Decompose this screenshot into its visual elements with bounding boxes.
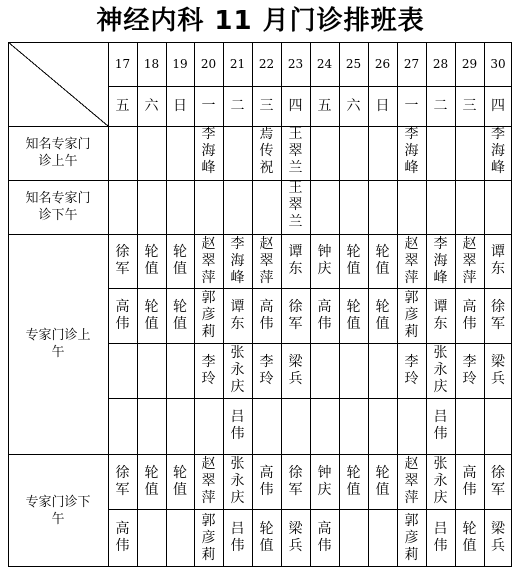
date-header: 27 (403, 56, 420, 71)
date-header: 28 (432, 56, 449, 71)
schedule-cell (426, 454, 455, 509)
schedule-cell (397, 398, 426, 454)
doctor-name: 高 伟 (259, 464, 274, 498)
doctor-name: 高 伟 (115, 298, 130, 332)
schedule-cell (137, 509, 166, 567)
schedule-cell (455, 398, 484, 454)
schedule-cell (194, 180, 223, 234)
doctor-name: 李 海 峰 (201, 126, 216, 176)
doctor-name: 轮 值 (173, 464, 187, 498)
section-label-text: 专家门诊下午 (25, 494, 91, 527)
schedule-cell (397, 343, 426, 398)
schedule-cell (108, 126, 137, 180)
weekday-header: 五 (115, 97, 130, 114)
doctor-name: 轮 值 (346, 298, 361, 332)
schedule-cell (397, 454, 426, 509)
doctor-name: 吕 伟 (230, 521, 245, 554)
schedule-cell (310, 398, 339, 454)
schedule-cell (339, 234, 368, 288)
schedule-cell (137, 234, 166, 288)
doctor-name: 徐 军 (491, 298, 505, 332)
date-header: 30 (490, 56, 506, 71)
doctor-name: 梁 兵 (491, 353, 505, 387)
schedule-cell (310, 509, 339, 567)
schedule-cell (310, 454, 339, 509)
schedule-cell (397, 288, 426, 343)
date-header: 20 (200, 56, 217, 71)
doctor-name: 高 伟 (259, 298, 274, 332)
date-header: 22 (258, 56, 275, 71)
doctor-name: 赵 翠 萍 (201, 235, 216, 286)
doctor-name: 李 海 峰 (404, 126, 419, 176)
weekday-header: 一 (201, 97, 216, 114)
schedule-cell (484, 180, 512, 234)
doctor-name: 高 伟 (462, 298, 477, 332)
schedule-cell (281, 288, 310, 343)
date-header: 24 (316, 56, 333, 71)
doctor-name: 轮 值 (259, 521, 274, 554)
doctor-name: 郭 彦 莉 (404, 290, 419, 340)
schedule-cell (108, 288, 137, 343)
schedule-cell (339, 398, 368, 454)
schedule-cell (108, 398, 137, 454)
section-label-text: 知名专家门诊上午 (25, 137, 91, 169)
schedule-cell (426, 126, 455, 180)
schedule-cell (108, 454, 137, 509)
schedule-cell (166, 454, 194, 509)
weekday-header: 二 (230, 97, 245, 114)
schedule-cell (484, 454, 512, 509)
doctor-name: 吕 伟 (433, 409, 448, 442)
date-header: 21 (229, 56, 246, 71)
weekday-header: 五 (317, 97, 332, 114)
schedule-cell (426, 180, 455, 234)
schedule-cell (281, 180, 310, 234)
date-header: 23 (287, 56, 304, 71)
schedule-cell (368, 126, 397, 180)
schedule-cell (368, 343, 397, 398)
section-label-famous-am (8, 126, 108, 180)
schedule-cell (137, 343, 166, 398)
corner-diagonal (8, 42, 108, 126)
schedule-cell (281, 509, 310, 567)
doctor-name: 梁 兵 (288, 521, 303, 554)
weekday-header: 四 (491, 97, 505, 114)
doctor-name: 王 翠 兰 (288, 126, 303, 176)
doctor-name: 李 玲 (201, 353, 216, 387)
doctor-name: 谭 东 (433, 298, 448, 332)
schedule-cell (339, 509, 368, 567)
schedule-cell (310, 288, 339, 343)
schedule-cell (397, 180, 426, 234)
doctor-name: 张 永 庆 (433, 345, 448, 395)
schedule-cell (455, 180, 484, 234)
schedule-cell (310, 126, 339, 180)
weekday-header: 六 (144, 97, 159, 114)
schedule-cell (426, 288, 455, 343)
schedule-cell (194, 454, 223, 509)
schedule-cell (137, 454, 166, 509)
schedule-cell (223, 234, 252, 288)
schedule-cell (137, 180, 166, 234)
doctor-name: 徐 军 (115, 464, 130, 498)
schedule-cell (397, 126, 426, 180)
doctor-name: 吕 伟 (433, 521, 448, 554)
schedule-cell (252, 234, 281, 288)
schedule-cell (455, 509, 484, 567)
schedule-cell (368, 234, 397, 288)
weekday-header: 三 (462, 97, 477, 114)
weekday-header: 三 (259, 97, 274, 114)
doctor-name: 轮 值 (346, 244, 361, 277)
schedule-cell (368, 288, 397, 343)
schedule-cell (166, 126, 194, 180)
doctor-name: 赵 翠 萍 (404, 456, 419, 506)
schedule-cell (252, 509, 281, 567)
schedule-cell (223, 343, 252, 398)
schedule-cell (281, 398, 310, 454)
schedule-cell (252, 180, 281, 234)
schedule-cell (484, 288, 512, 343)
schedule-cell (194, 509, 223, 567)
schedule-cell (108, 234, 137, 288)
doctor-name: 高 伟 (115, 521, 130, 554)
doctor-name: 轮 值 (375, 464, 390, 498)
doctor-name: 钟 庆 (317, 244, 332, 277)
doctor-name: 王 翠 兰 (288, 180, 303, 230)
schedule-cell (455, 288, 484, 343)
schedule-cell (137, 126, 166, 180)
schedule-cell (281, 126, 310, 180)
schedule-cell (223, 509, 252, 567)
schedule-cell (455, 126, 484, 180)
schedule-cell (252, 126, 281, 180)
doctor-name: 轮 值 (462, 521, 477, 554)
schedule-cell (368, 398, 397, 454)
doctor-name: 轮 值 (144, 298, 159, 332)
doctor-name: 张 永 庆 (230, 345, 245, 395)
doctor-name: 李 玲 (462, 353, 477, 387)
schedule-cell (397, 509, 426, 567)
schedule-cell (108, 343, 137, 398)
date-header: 29 (461, 56, 478, 71)
schedule-cell (484, 126, 512, 180)
date-header: 25 (345, 56, 362, 71)
schedule-cell (194, 234, 223, 288)
schedule-cell (310, 343, 339, 398)
schedule-table (8, 42, 512, 567)
schedule-cell (484, 234, 512, 288)
doctor-name: 轮 值 (144, 244, 159, 277)
schedule-cell (137, 288, 166, 343)
section-label-expert-pm (8, 454, 108, 567)
doctor-name: 谭 东 (230, 298, 245, 332)
doctor-name: 郭 彦 莉 (404, 512, 419, 563)
doctor-name: 谭 东 (491, 244, 505, 277)
section-label-expert-am (8, 234, 108, 454)
doctor-name: 郭 彦 莉 (201, 512, 216, 563)
doctor-name: 李 玲 (259, 353, 274, 387)
schedule-cell (397, 234, 426, 288)
section-label-famous-pm (8, 180, 108, 234)
doctor-name: 钟 庆 (317, 464, 332, 498)
schedule-cell (281, 454, 310, 509)
schedule-cell (281, 343, 310, 398)
doctor-name: 徐 军 (288, 298, 303, 332)
doctor-name: 轮 值 (144, 464, 159, 498)
schedule-cell (484, 398, 512, 454)
schedule-cell (455, 343, 484, 398)
doctor-name: 高 伟 (317, 298, 332, 332)
schedule-cell (281, 234, 310, 288)
schedule-cell (194, 398, 223, 454)
doctor-name: 李 玲 (404, 353, 419, 387)
schedule-cell (455, 454, 484, 509)
page-title: 神经内科 11 月门诊排班表 (96, 6, 425, 36)
schedule-cell (252, 288, 281, 343)
schedule-cell (194, 126, 223, 180)
schedule-cell (310, 234, 339, 288)
weekday-header: 一 (404, 97, 419, 114)
schedule-cell (310, 180, 339, 234)
schedule-cell (166, 288, 194, 343)
doctor-name: 赵 翠 萍 (259, 235, 274, 286)
date-header: 26 (374, 56, 391, 71)
schedule-cell (368, 509, 397, 567)
doctor-name: 高 伟 (462, 464, 477, 498)
schedule-cell (339, 454, 368, 509)
schedule-cell (108, 180, 137, 234)
doctor-name: 梁 兵 (288, 353, 303, 387)
date-header: 18 (143, 56, 160, 71)
schedule-cell (252, 343, 281, 398)
schedule-cell (339, 126, 368, 180)
schedule-cell (194, 343, 223, 398)
section-label-text: 知名专家门诊下午 (25, 191, 91, 223)
schedule-cell (484, 509, 512, 567)
schedule-cell (137, 398, 166, 454)
schedule-cell (339, 288, 368, 343)
doctor-name: 高 伟 (317, 521, 332, 554)
schedule-cell (166, 234, 194, 288)
doctor-name: 郭 彦 莉 (201, 290, 216, 340)
weekday-header: 日 (375, 97, 390, 114)
schedule-cell (484, 343, 512, 398)
doctor-name: 谭 东 (288, 244, 303, 277)
doctor-name: 吕 伟 (230, 409, 245, 442)
schedule-cell (426, 234, 455, 288)
doctor-name: 李 海 峰 (230, 235, 245, 286)
doctor-name: 梁 兵 (491, 521, 505, 554)
doctor-name: 徐 军 (491, 464, 505, 498)
schedule-cell (108, 509, 137, 567)
schedule-cell (252, 398, 281, 454)
date-header: 19 (172, 56, 188, 71)
doctor-name: 徐 军 (115, 244, 130, 277)
schedule-cell (252, 454, 281, 509)
schedule-cell (223, 454, 252, 509)
date-header: 17 (114, 56, 131, 71)
schedule-cell (194, 288, 223, 343)
schedule-cell (368, 180, 397, 234)
doctor-name: 轮 值 (375, 244, 390, 277)
schedule-cell (166, 343, 194, 398)
doctor-name: 轮 值 (173, 244, 187, 277)
weekday-header: 六 (346, 97, 361, 114)
schedule-cell (166, 509, 194, 567)
schedule-cell (339, 180, 368, 234)
weekday-header: 四 (288, 97, 303, 114)
doctor-name: 轮 值 (173, 298, 187, 332)
schedule-cell (223, 398, 252, 454)
doctor-name: 轮 值 (346, 464, 361, 498)
weekday-header: 日 (173, 97, 187, 114)
schedule-cell (223, 288, 252, 343)
schedule-cell (339, 343, 368, 398)
doctor-name: 赵 翠 萍 (462, 235, 477, 286)
schedule-cell (455, 234, 484, 288)
doctor-name: 轮 值 (375, 298, 390, 332)
doctor-name: 张 永 庆 (433, 456, 448, 506)
doctor-name: 李 海 峰 (433, 235, 448, 286)
schedule-cell (426, 343, 455, 398)
doctor-name: 徐 军 (288, 464, 303, 498)
doctor-name: 焉 传 祝 (259, 126, 274, 176)
doctor-name: 李 海 峰 (491, 126, 505, 176)
schedule-cell (166, 180, 194, 234)
weekday-header: 二 (433, 97, 448, 114)
schedule-cell (426, 398, 455, 454)
doctor-name: 赵 翠 萍 (404, 235, 419, 286)
schedule-cell (166, 398, 194, 454)
doctor-name: 赵 翠 萍 (201, 456, 216, 506)
schedule-cell (368, 454, 397, 509)
schedule-cell (223, 180, 252, 234)
section-label-text: 专家门诊上午 (25, 328, 91, 360)
schedule-cell (426, 509, 455, 567)
schedule-cell (223, 126, 252, 180)
doctor-name: 张 永 庆 (230, 456, 245, 506)
